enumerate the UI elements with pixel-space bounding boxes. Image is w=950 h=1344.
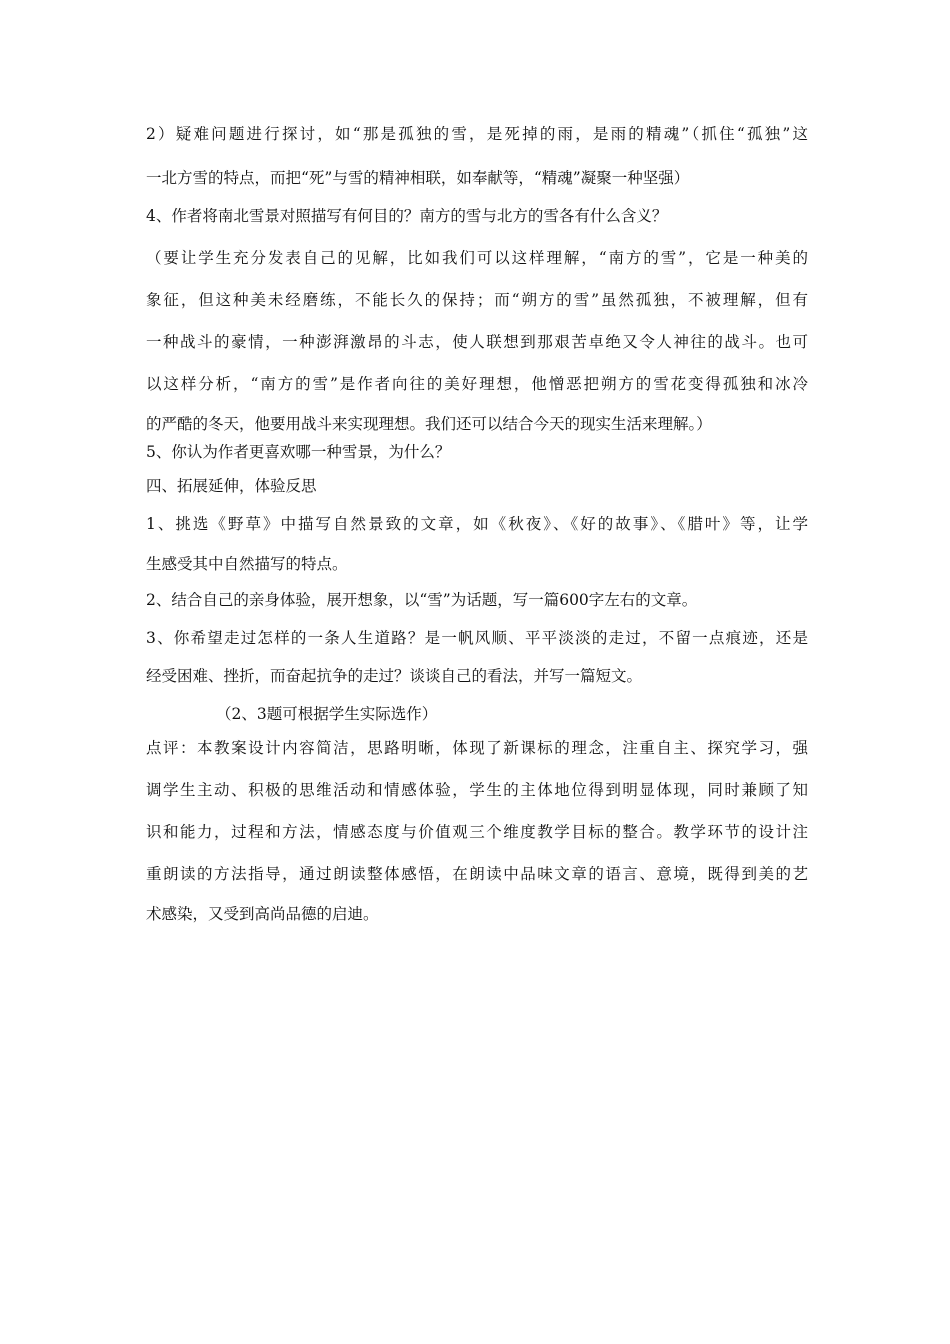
text-line-14: 3、你希望走过怎样的一条人生道路？是一帆风顺、平平淡淡的走过，不留一点痕迹，还是 <box>146 629 808 647</box>
text-line-3: 4、作者将南北雪景对照描写有何目的？南方的雪与北方的雪各有什么含义？ <box>146 207 668 225</box>
text-line-18: 调学生主动、积极的思维活动和情感体验，学生的主体地位得到明显体现，同时兼顾了知 <box>146 781 808 799</box>
text-line-21: 术感染，又受到高尚品德的启迪。 <box>146 905 379 923</box>
text-line-7: 以这样分析，“南方的雪”是作者向往的美好理想，他憎恶把朔方的雪花变得孤独和冰冷 <box>146 375 808 393</box>
text-line-4: （要让学生充分发表自己的见解，比如我们可以这样理解，“南方的雪”，它是一种美的 <box>146 249 808 267</box>
text-line-16: （2、3题可根据学生实际选作） <box>216 705 438 723</box>
text-line-9: 5、你认为作者更喜欢哪一种雪景，为什么？ <box>146 443 451 461</box>
section-heading: 四、拓展延伸，体验反思 <box>146 477 317 495</box>
text-line-1: 2）疑难问题进行探讨，如“那是孤独的雪，是死掉的雨，是雨的精魂”（抓住“孤独”这 <box>146 125 808 143</box>
text-line-13: 2、结合自己的亲身体验，展开想象，以“雪”为话题，写一篇600字左右的文章。 <box>146 591 698 609</box>
text-line-11: 1、挑选《野草》中描写自然景致的文章，如《秋夜》、《好的故事》、《腊叶》等，让学 <box>146 515 808 533</box>
text-line-5: 象征，但这种美未经磨练，不能长久的保持；而“朔方的雪”虽然孤独，不被理解，但有 <box>146 291 808 309</box>
text-line-12: 生感受其中自然描写的特点。 <box>146 555 348 573</box>
text-line-6: 一种战斗的豪情，一种澎湃激昂的斗志，使人联想到那艰苦卓绝又令人神往的战斗。也可 <box>146 333 808 351</box>
text-line-20: 重朗读的方法指导，通过朗读整体感悟，在朗读中品味文章的语言、意境，既得到美的艺 <box>146 865 808 883</box>
text-line-15: 经受困难、挫折，而奋起抗争的走过？谈谈自己的看法，并写一篇短文。 <box>146 667 643 685</box>
text-line-19: 识和能力，过程和方法，情感态度与价值观三个维度教学目标的整合。教学环节的设计注 <box>146 823 808 841</box>
text-line-2: 一北方雪的特点，而把“死”与雪的精神相联，如奉献等，“精魂”凝聚一种坚强） <box>146 169 690 187</box>
text-line-17: 点评：本教案设计内容简洁，思路明晰，体现了新课标的理念，注重自主、探究学习，强 <box>146 739 808 757</box>
text-line-8: 的严酷的冬天，他要用战斗来实现理想。我们还可以结合今天的现实生活来理解。） <box>146 415 712 433</box>
